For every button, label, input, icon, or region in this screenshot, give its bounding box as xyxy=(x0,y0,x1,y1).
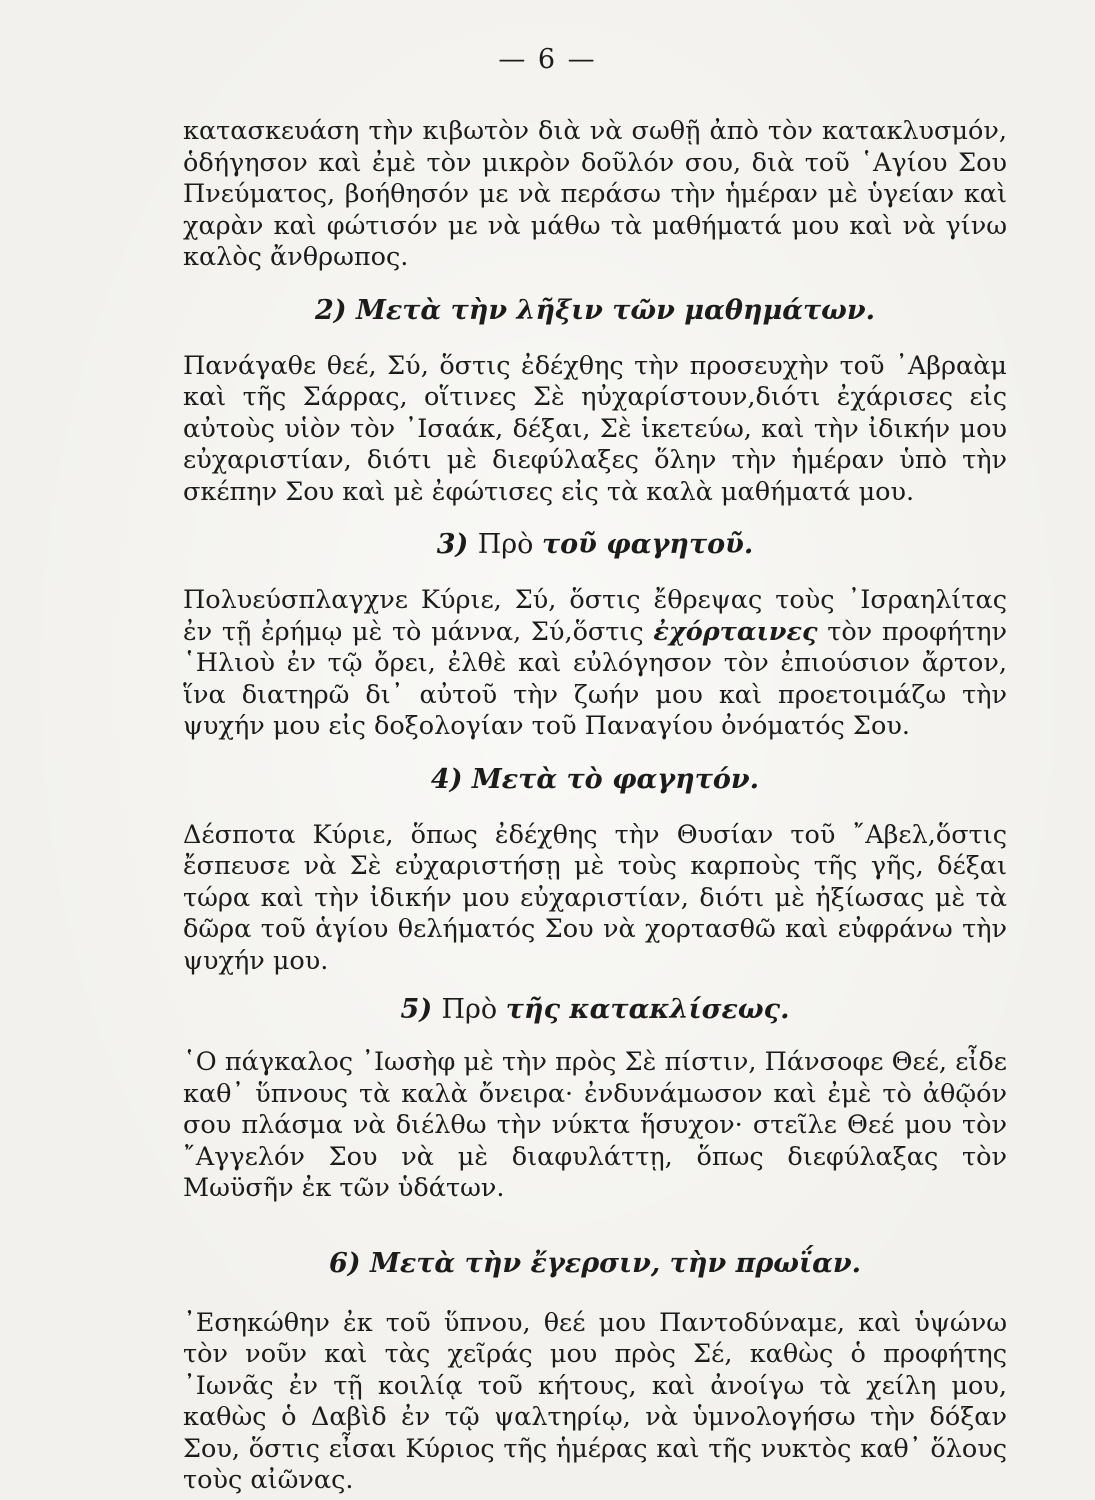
heading-6 xyxy=(183,1247,1007,1281)
heading-5-pre: Πρὸ xyxy=(441,994,506,1025)
paragraph-3 xyxy=(183,585,1007,743)
paragraph-5: ῾Ο πάγκαλος ᾿Ιωσὴφ μὲ τὴν πρὸς Σὲ πίστιν, Πάνσοφε Θεέ, εἶδε καθ᾿ ὕπνους τὰ καλὰ ὄνειρα· ἐνδυνάμωσον καὶ ἐμὲ τὸ ἀθῷόν σου πλάσμα νὰ διέλθω τὴν νύκτα ἥσυχον· στεῖλε Θεέ μου τὸν ῎Αγγελόν Σου νὰ μὲ διαφυλάττῃ, ὅπως διεφύλαξας τὸν Μωϋσῆν ἐκ τῶν ὑδάτων. xyxy=(183,1047,1007,1203)
paragraph-3-part1: Πολυεύσπλαγχνε Κύριε, Σύ, ὅστις ἔθρεψας τοὺς ᾿Ισραηλίτας ἐν τῇ ἐρήμῳ μὲ τὸ μάννα, Σύ,ὅστις xyxy=(183,585,1007,647)
heading-2-number: 2) xyxy=(314,294,347,326)
paragraph-2: Πανάγαθε θεέ, Σύ, ὅστις ἐδέχθης τὴν προσευχὴν τοῦ ᾿Αβραὰμ καὶ τῆς Σάρρας, οἵτινες Σὲ ηὐχαρίστουν,διότι ἐχάρισες εἰς αὐτοὺς υἱὸν τὸν ᾿Ισαάκ, δέξαι, Σὲ ἱκετεύω, καὶ τὴν ἰδικήν μου εὐχαριστίαν, διότι μὲ διεφύλαξες ὅλην τὴν ἡμέραν ὑπὸ τὴν σκέπην Σου καὶ μὲ ἐφώτισες εἰς τὰ καλὰ μαθήματά μου. xyxy=(183,350,1007,507)
heading-3-title: τοῦ φαγητοῦ. xyxy=(541,529,754,560)
heading-5-number: 5) xyxy=(400,994,433,1025)
heading-4 xyxy=(183,763,1007,797)
heading-6-title: Μετὰ τὴν ἔγερσιν, τὴν πρωΐαν. xyxy=(369,1247,861,1279)
heading-2 xyxy=(183,294,1007,328)
heading-3-number: 3) xyxy=(436,529,469,560)
text-block xyxy=(183,116,1007,1497)
heading-5-title: τῆς κατακλίσεως. xyxy=(505,994,790,1025)
paragraph-1: κατασκευάση τὴν κιβωτὸν διὰ νὰ σωθῇ ἀπὸ τὸν κατακλυσμόν, ὁδήγησον καὶ ἐμὲ τὸν μικρὸν δοῦλόν σου, διὰ τοῦ ῾Αγίου Σου Πνεύματος, βοήθησόν με νὰ περάσω τὴν ἡμέραν μὲ ὑγείαν καὶ χαρὰν καὶ φώτισόν με νὰ μάθω τὰ μαθήματά μου καὶ νὰ γίνω καλὸς ἄνθρωπος. xyxy=(183,116,1007,272)
heading-4-title: Μετὰ τὸ φαγητόν. xyxy=(471,763,760,795)
page-number: — 6 — xyxy=(498,44,597,75)
heading-3-pre: Πρὸ xyxy=(477,529,542,560)
heading-4-number: 4) xyxy=(430,763,463,795)
heading-5 xyxy=(183,993,1007,1027)
paragraph-3-part2: τὸν προφήτην ῾Ηλιοὺ ἐν τῷ ὄρει, ἐλθὲ καὶ εὐλόγησον τὸν ἐπιούσιον ἄρτον, ἵνα διατηρῶ δι᾿ αὐτοῦ τὴν ζωήν μου καὶ προετοιμάζω τὴν ψυχήν μου εἰς δοξολογίαν τοῦ Παναγίου ὀνόματός Σου. xyxy=(183,616,1008,741)
heading-6-number: 6) xyxy=(329,1247,361,1279)
paragraph-4: Δέσποτα Κύριε, ὅπως ἐδέχθης τὴν Θυσίαν τοῦ ῎Αβελ,ὅστις ἔσπευσε νὰ Σὲ εὐχαριστήσῃ μὲ τοὺς καρποὺς τῆς γῆς, δέξαι τώρα καὶ τὴν ἰδικήν μου εὐχαριστίαν, διότι μὲ ἠξίωσας μὲ τὰ δῶρα τοῦ ἁγίου θελήματός Σου νὰ χορτασθῶ καὶ εὐφράνω τὴν ψυχήν μου. xyxy=(183,819,1007,976)
heading-3 xyxy=(183,528,1007,562)
paragraph-3-emphasis: ἐχόρταινες xyxy=(653,616,818,647)
paragraph-6: ᾿Εσηκώθην ἐκ τοῦ ὕπνου, θεέ μου Παντοδύναμε, καὶ ὑψώνω τὸν νοῦν καὶ τὰς χεῖράς μου πρὸς Σέ, καθὼς ὁ προφήτης ᾿Ιωνᾶς ἐν τῇ κοιλίᾳ τοῦ κήτους, καὶ ἀνοίγω τὰ χείλη μου, καθὼς ὁ Δαβὶδ ἐν τῷ ψαλτηρίῳ, νὰ ὑμνολογήσω τὴν δόξαν Σου, ὅστις εἶσαι Κύριος τῆς ἡμέρας καὶ τῆς νυκτὸς καθ᾿ ὅλους τοὺς αἰῶνας. xyxy=(183,1307,1007,1495)
heading-2-title: Μετὰ τὴν λῆξιν τῶν μαθημάτων. xyxy=(355,294,876,326)
